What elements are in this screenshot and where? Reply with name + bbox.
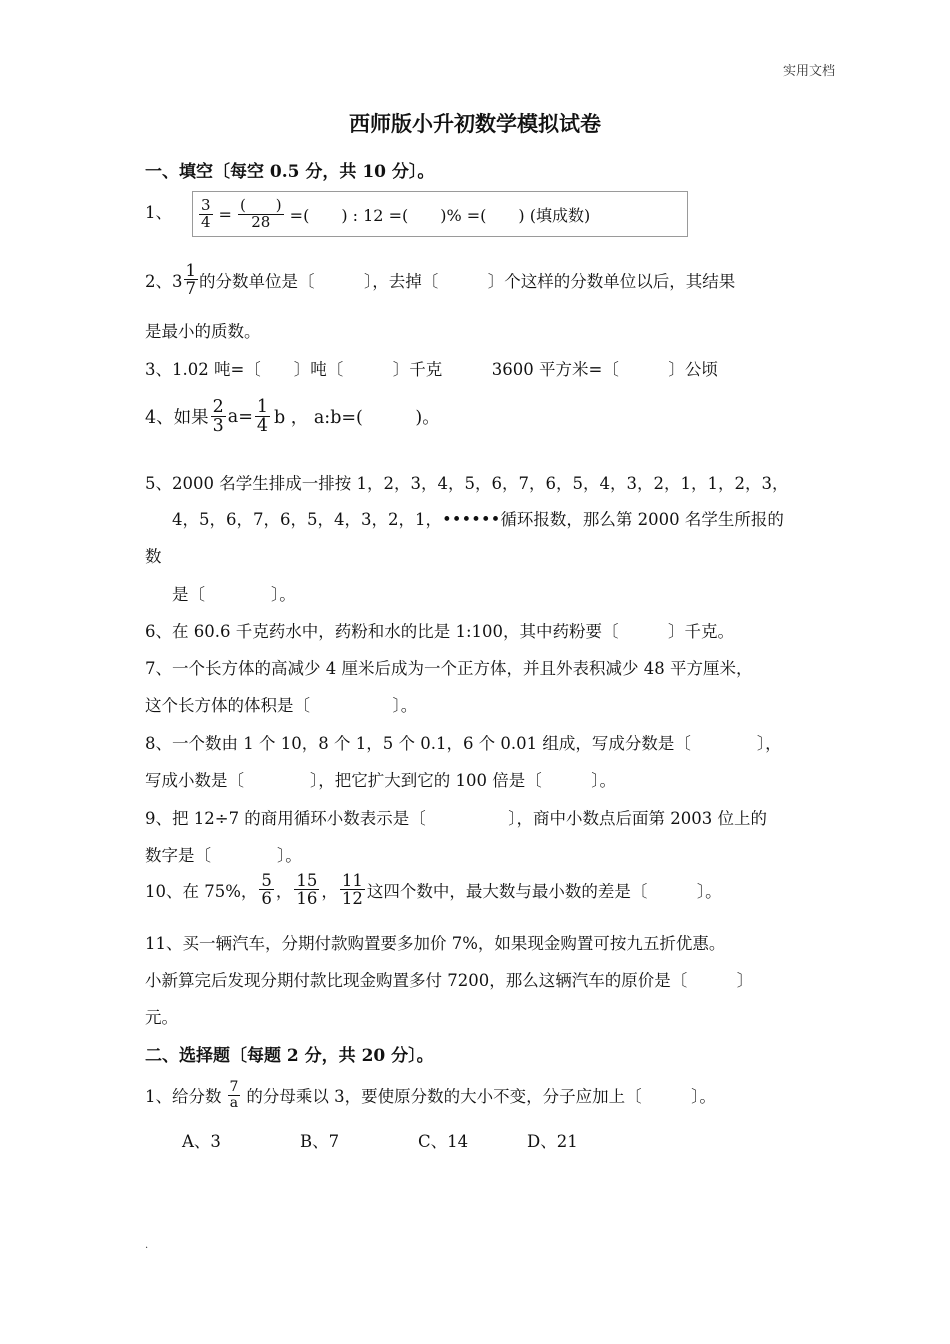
s2-q1-option-c: C、14 (418, 1132, 469, 1151)
q10-a-den: 6 (261, 889, 272, 909)
q2-fraction (184, 262, 199, 298)
q4-f1-den: 3 (212, 416, 224, 437)
s2-q1-option-a: A、3 (182, 1132, 221, 1151)
q5-line2: 4，5，6，7，6，5，4，3，2，1，••••••循环报数，那么第 2000 名学生所报的 (172, 510, 784, 529)
q7-line2: 这个长方体的体积是〔 〕。 (145, 696, 418, 715)
q10-b-den: 16 (296, 889, 318, 909)
q10-suffix: 这四个数中，最大数与最小数的差是〔 〕。 (366, 881, 722, 901)
document-title: 西师版小升初数学模拟试卷 (349, 111, 601, 136)
q6-line: 6、在 60.6 千克药水中，药粉和水的比是 1:100，其中药粉要〔 〕千克。 (145, 622, 735, 641)
q10-fraction-15-16 (294, 872, 319, 908)
q1-frac1-num: 3 (201, 195, 211, 214)
s2-q1-frac-den: a (229, 1094, 239, 1111)
q10-b-num: 15 (296, 871, 318, 890)
q1-fraction-3-4 (199, 195, 213, 231)
q9-line2: 数字是〔 〕。 (145, 846, 302, 865)
s2-q1-option-d: D、21 (527, 1132, 578, 1151)
q1-fraction-blank-28 (238, 195, 284, 231)
page-header-label: 实用文档 (782, 64, 835, 79)
q8-line2: 写成小数是〔 〕，把它扩大到它的 100 倍是〔 〕。 (145, 771, 616, 790)
q1-rest: =( ) : 12 =( )% =( ) (填成数) (289, 205, 591, 225)
q2-line2: 是最小的质数。 (145, 322, 261, 341)
q2-prefix: 2、3 (145, 271, 183, 291)
q10-c-den: 12 (341, 889, 363, 909)
q5-line4: 是〔 〕。 (172, 585, 296, 604)
q1-frac2-den: 28 (251, 212, 271, 231)
s2-q1-line (145, 1080, 716, 1110)
s2-q1-option-b: B、7 (300, 1132, 340, 1151)
q2-text: 的分数单位是〔 〕，去掉〔 〕个这样的分数单位以后，其结果 (199, 271, 736, 291)
q4-line (145, 398, 440, 436)
q11-line2: 小新算完后发现分期付款比现金购置多付 7200，那么这辆汽车的原价是〔 〕 (145, 971, 754, 990)
q10-fraction-5-6 (259, 872, 274, 908)
s2-q1-frac-num: 7 (229, 1079, 239, 1095)
q9-line1: 9、把 12÷7 的商用循环小数表示是〔 〕，商中小数点后面第 2003 位上的 (145, 809, 768, 828)
s2-q1-suffix: 的分母乘以 3，要使原分数的大小不变，分子应加上〔 〕。 (246, 1087, 716, 1107)
footer-mark: . (145, 1240, 149, 1251)
q4-f2-den: 4 (256, 416, 269, 437)
q10-fraction-11-12 (340, 872, 365, 908)
q10-c-num: 11 (341, 871, 363, 890)
q4-suffix: b ， a:b=( )。 (274, 408, 440, 429)
q5-line3: 数 (145, 547, 162, 566)
q11-line1: 11、买一辆汽车，分期付款购置要多加价 7%，如果现金购置可按九五折优惠。 (145, 934, 726, 953)
q8-line1: 8、一个数由 1 个 10，8 个 1，5 个 0.1，6 个 0.01 组成，写成分数是〔 〕， (145, 734, 782, 753)
q7-line1: 7、一个长方体的高减少 4 厘米后成为一个正方体，并且外表积减少 48 平方厘米， (145, 659, 753, 678)
q10-a-num: 5 (261, 871, 272, 890)
q5-line1: 5、2000 名学生排成一排按 1，2，3，4，5，6，7，6，5，4，3，2，1，1，2，3， (145, 474, 789, 493)
q10-comma1: ， (275, 881, 293, 901)
section2-heading: 二、选择题〔每题 2 分，共 20 分〕。 (145, 1046, 434, 1066)
q4-prefix: 4、如果 (145, 408, 209, 429)
q1-number: 1、 (145, 203, 172, 222)
s2-q1-fraction (228, 1080, 241, 1110)
q1-equals: = (218, 204, 232, 224)
q10-line (145, 872, 722, 908)
q4-fraction-2-3 (211, 398, 226, 436)
q10-prefix: 10、在 75%， (145, 881, 258, 901)
s2-q1-prefix: 1、给分数 (145, 1087, 222, 1107)
section1-heading: 一、填空〔每空 0.5 分，共 10 分〕。 (145, 162, 435, 182)
q11-line3: 元。 (145, 1008, 178, 1027)
q2-frac-num: 1 (185, 261, 196, 280)
q4-f1-num: 2 (212, 397, 224, 417)
q1-frac1-den: 4 (201, 212, 211, 231)
q2-frac-den: 7 (185, 279, 196, 299)
q4-f2-num: 1 (256, 397, 269, 417)
q4-mid: a= (227, 406, 253, 427)
q4-fraction-1-4 (255, 398, 270, 436)
q2-line1 (145, 262, 735, 298)
q3-line: 3、1.02 吨=〔 〕吨〔 〕千克 3600 平方米=〔 〕公顷 (145, 360, 718, 379)
q1-frac2-num: ( ) (239, 195, 282, 214)
q10-comma2: ， (321, 881, 338, 901)
q1-equation-box (192, 191, 688, 237)
